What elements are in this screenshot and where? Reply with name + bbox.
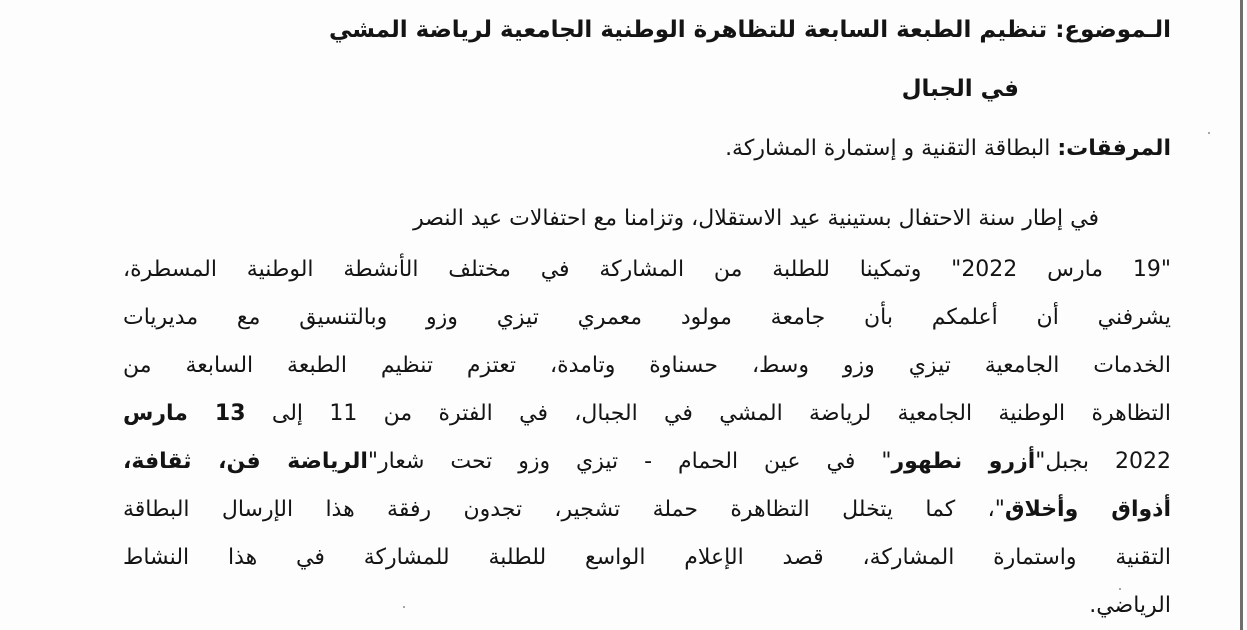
subject-text: تنظيم الطبعة السابعة للتظاهرة الوطنية الجامعية لرياضة المشي — [329, 17, 1048, 43]
paragraph-line-3: يشرفني أن أعلمكم بأن جامعة مولود معمري تيزي وزو وبالتنسيق مع مديريات — [123, 305, 1171, 330]
paragraph-line-8: التقنية واستمارة المشاركة، قصد الإعلام الواسع للطلبة للمشاركة في هذا النشاط — [123, 545, 1171, 570]
paragraph-line-6-mountain: أزرو نطهور — [891, 449, 1036, 474]
subject-line — [329, 15, 1171, 45]
page-edge-line — [1240, 0, 1243, 630]
subject-line-continued — [902, 74, 1019, 104]
attachments-label: المرفقات: — [1057, 136, 1171, 161]
paragraph-line-5 — [123, 399, 1171, 429]
attachments-text: البطاقة التقنية و إستمارة المشاركة. — [725, 136, 1051, 161]
paragraph-line-6-part-b: " في عين الحمام - تيزي وزو تحت شعار" — [367, 449, 892, 474]
paragraph-line-6-part-a: 2022 بجبل" — [1035, 449, 1171, 474]
paragraph-line-1: في إطار سنة الاحتفال بستينية عيد الاستقلال، وتزامنا مع احتفالات عيد النصر — [413, 206, 1099, 231]
scan-speck — [1208, 132, 1210, 134]
paragraph-line-4: الخدمات الجامعية تيزي وزو وسط، حسناوة وتامدة، تعتزم تنظيم الطبعة السابعة من — [123, 353, 1171, 378]
subject-label: الـموضوع: — [1055, 17, 1171, 43]
paragraph-line-7 — [123, 495, 1171, 525]
paragraph-line-7-slogan: أذواق وأخلاق — [1004, 497, 1171, 522]
scan-speck — [403, 606, 405, 608]
paragraph-line-7-text: "، كما يتخلل التظاهرة حملة تشجير، تجدون رفقة هذا الإرسال البطاقة — [123, 497, 1005, 522]
paragraph-line-2: "19 مارس 2022" وتمكينا للطلبة من المشاركة في مختلف الأنشطة الوطنية المسطرة، — [123, 257, 1171, 282]
paragraph-line-9: الرياضي. — [1089, 593, 1171, 618]
paragraph-line-5-date: 13 مارس — [123, 401, 246, 426]
attachments-line — [725, 134, 1171, 164]
paragraph-line-6-slogan: الرياضة فن، ثقافة، — [123, 449, 368, 474]
scan-speck — [1119, 588, 1121, 590]
subject-text-continued: في الجبال — [901, 76, 1019, 102]
paragraph-line-6 — [123, 447, 1171, 477]
paragraph-line-5-text: التظاهرة الوطنية الجامعية لرياضة المشي في الجبال، في الفترة من 11 إلى — [271, 401, 1171, 426]
